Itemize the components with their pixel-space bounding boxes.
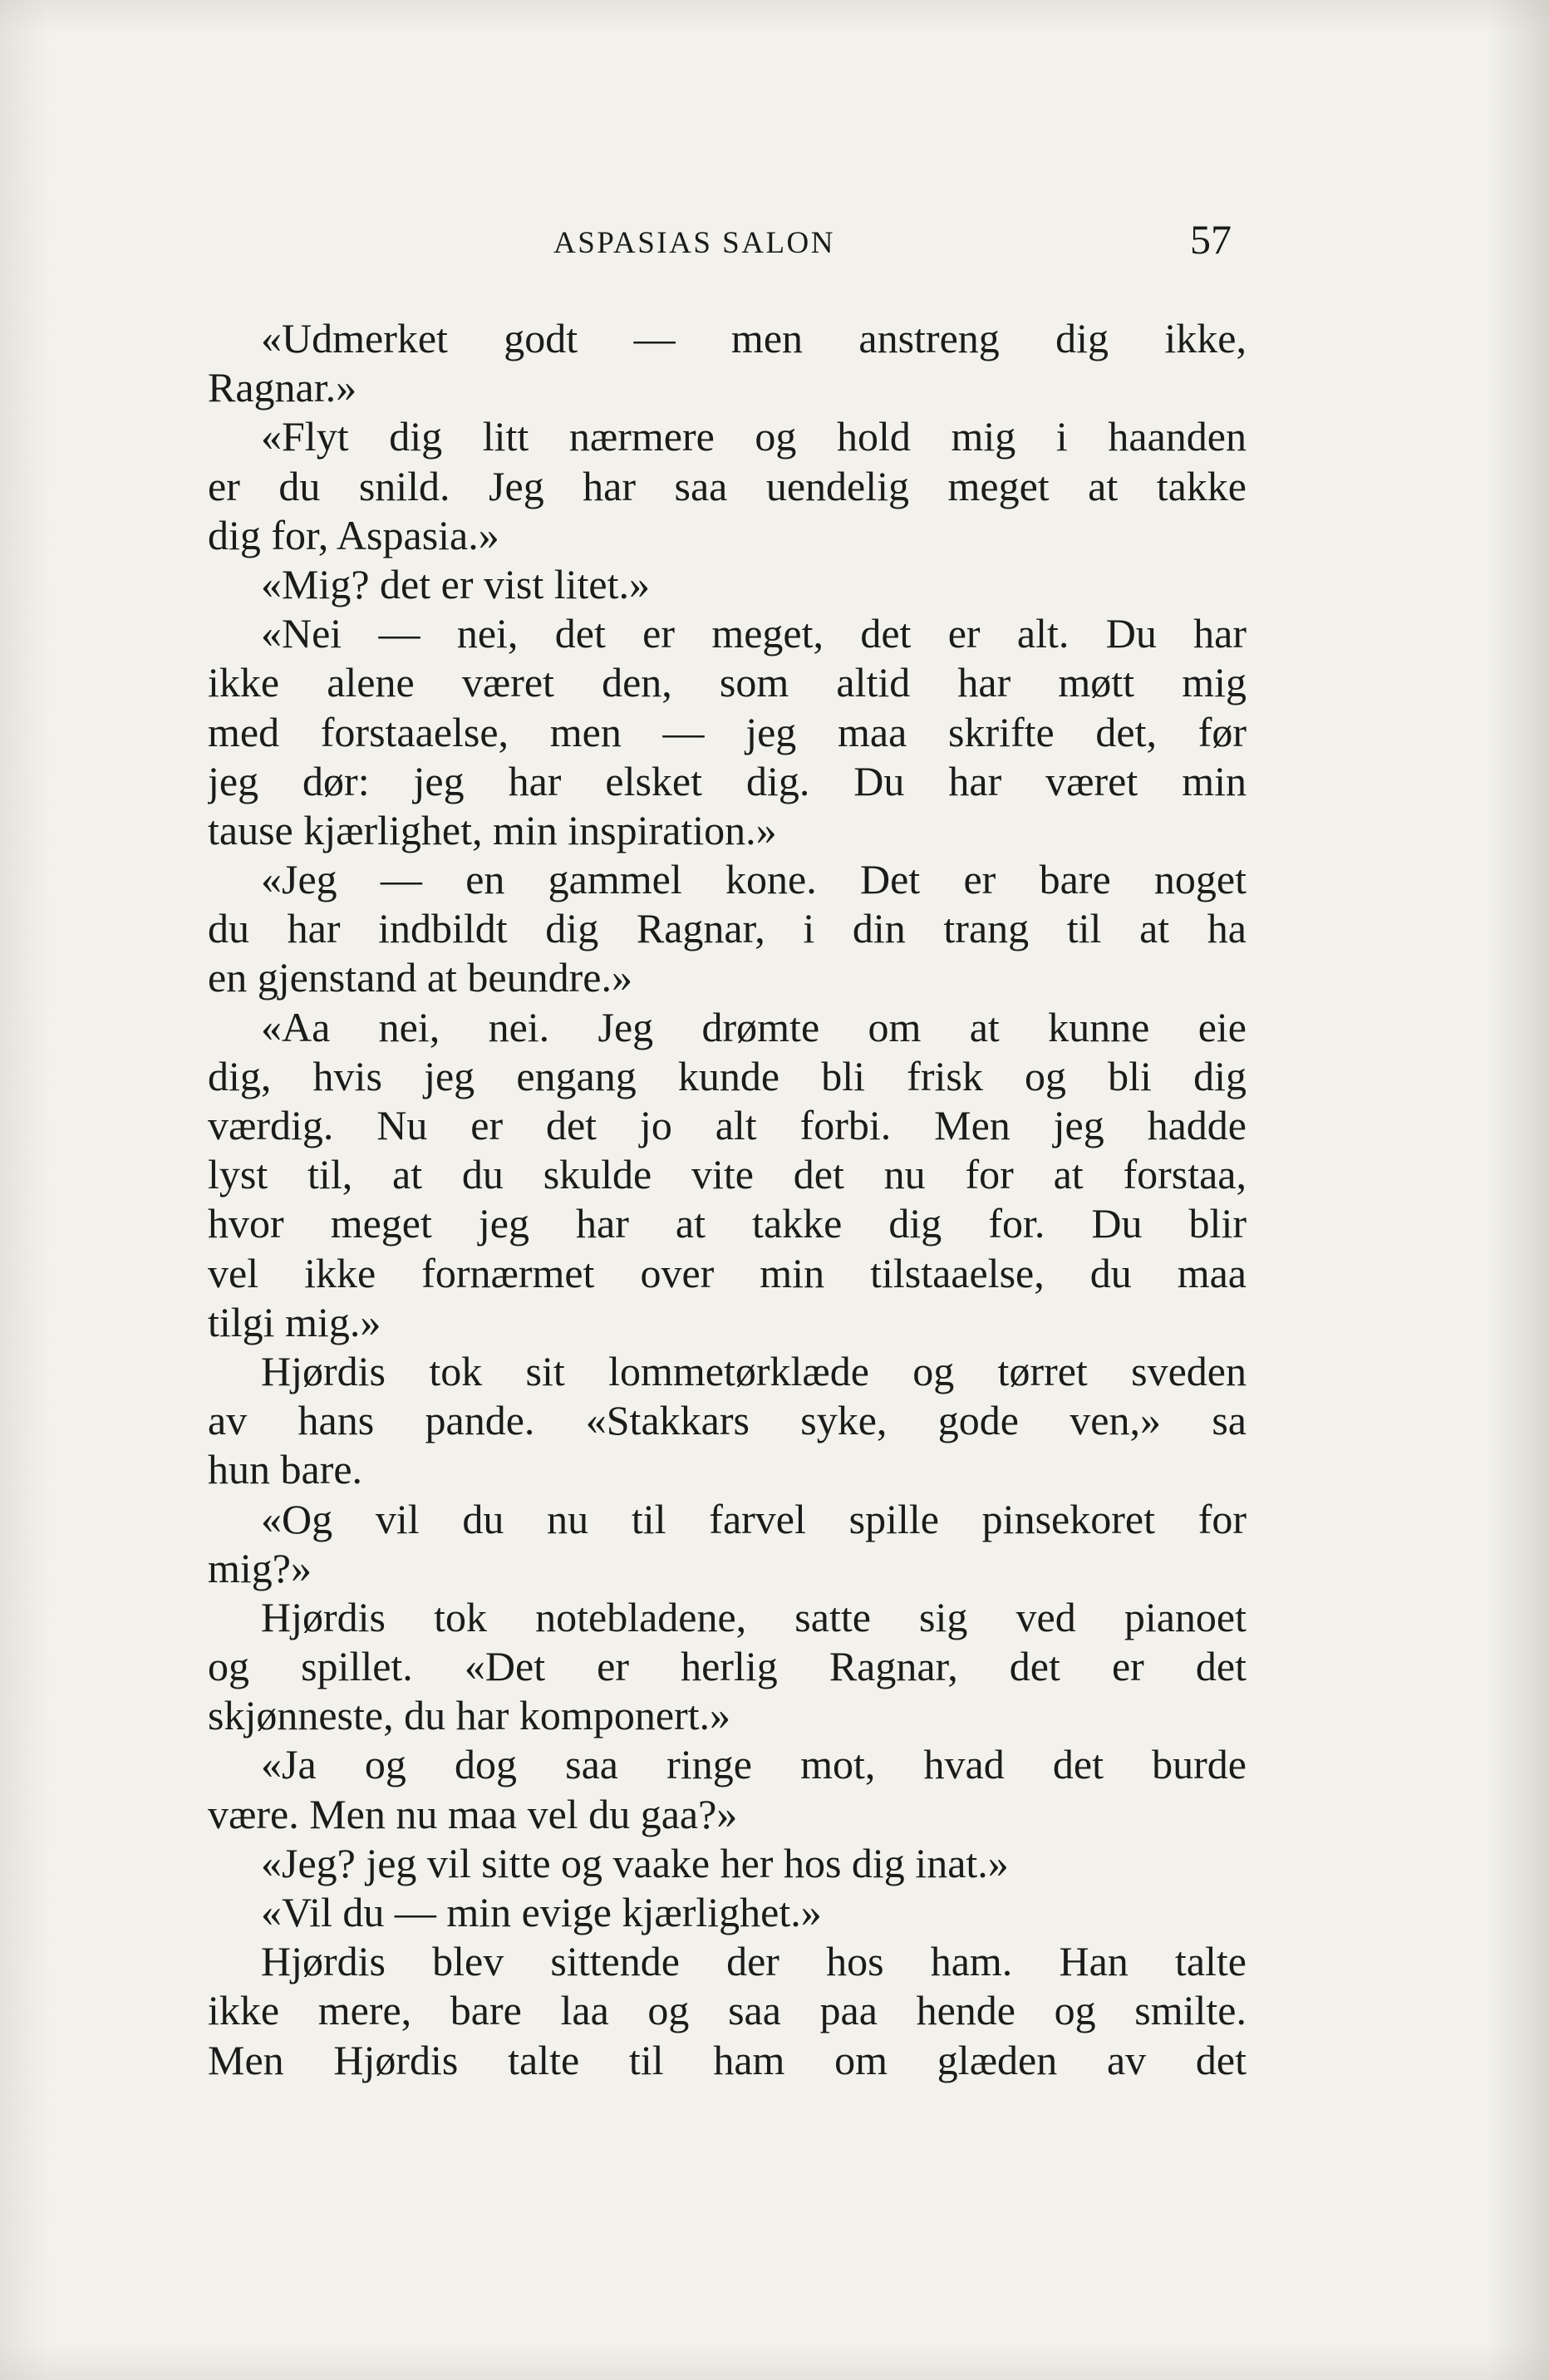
text-line: jeg dør: jeg har elsket dig. Du har været min [208,757,1247,804]
text-line: «Udmerket godt — men anstreng dig ikke, [261,315,1247,361]
text-line: «Vil du — min evige kjærlighet.» [261,1889,822,1935]
text-line: er du snild. Jeg har saa uendelig meget at takke [208,462,1247,509]
text-line: ikke mere, bare laa og saa paa hende og smilte. [208,1987,1247,2034]
text-line: Hjørdis tok sit lommetørklæde og tørret sveden [261,1347,1247,1394]
text-line: hun bare. [208,1446,363,1493]
text-line: «Nei — nei, det er meget, det er alt. Du har [261,610,1247,657]
text-line: dig, hvis jeg engang kunde bli frisk og bli dig [208,1052,1247,1099]
text-line: vel ikke fornærmet over min tilstaaelse, du maa [208,1249,1247,1296]
text-line: ikke alene været den, som altid har møtt mig [208,659,1247,706]
text-line: av hans pande. «Stakkars syke, gode ven,» sa [208,1397,1247,1444]
page-number: 57 [1190,216,1232,263]
text-line: dig for, Aspasia.» [208,511,499,558]
text-line: Ragnar.» [208,364,357,411]
text-line: du har indbildt dig Ragnar, i din trang til at ha [208,905,1247,952]
text-line: «Aa nei, nei. Jeg drømte om at kunne eie [261,1003,1247,1050]
text-line: Men Hjørdis talte til ham om glæden av det [208,2036,1247,2083]
text-line: og spillet. «Det er herlig Ragnar, det er det [208,1643,1247,1690]
text-line: skjønneste, du har komponert.» [208,1692,731,1739]
text-line: «Og vil du nu til farvel spille pinsekoret for [261,1495,1247,1542]
text-line: «Ja og dog saa ringe mot, hvad det burde [261,1741,1247,1788]
body-text [208,314,1247,2085]
text-line: med forstaaelse, men — jeg maa skrifte det, før [208,708,1247,755]
text-line: «Jeg — en gammel kone. Det er bare noget [261,856,1247,903]
text-line: mig?» [208,1544,312,1591]
text-line: «Jeg? jeg vil sitte og vaake her hos dig inat.» [261,1839,1009,1886]
text-line: værdig. Nu er det jo alt forbi. Men jeg hadde [208,1102,1247,1148]
running-title: ASPASIAS SALON [553,226,835,260]
text-line: tilgi mig.» [208,1298,381,1345]
text-line: «Flyt dig litt nærmere og hold mig i haanden [261,413,1247,460]
text-line: Hjørdis blev sittende der hos ham. Han talte [261,1938,1247,1985]
text-line: Hjørdis tok notebladene, satte sig ved pianoet [261,1593,1247,1640]
text-line: en gjenstand at beundre.» [208,954,632,1001]
text-line: «Mig? det er vist litet.» [261,560,650,607]
text-line: lyst til, at du skulde vite det nu for at forstaa, [208,1151,1247,1198]
page-header [0,216,1549,264]
text-line: tause kjærlighet, min inspiration.» [208,806,777,853]
text-line: være. Men nu maa vel du gaa?» [208,1790,738,1837]
text-line: hvor meget jeg har at takke dig for. Du blir [208,1200,1247,1247]
